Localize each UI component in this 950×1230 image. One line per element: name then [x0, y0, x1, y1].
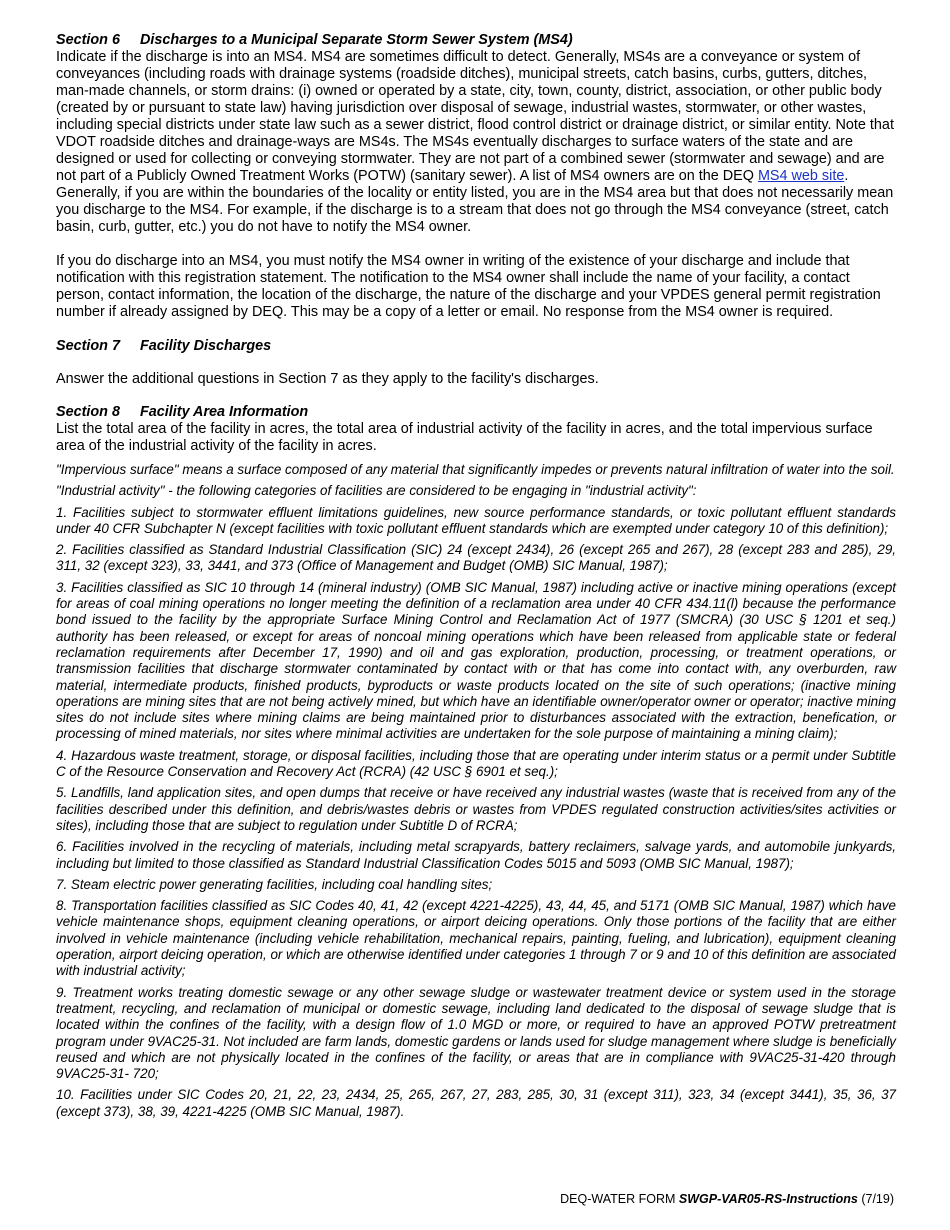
section-7-number: Section 7: [56, 338, 120, 354]
industrial-category: 4. Hazardous waste treatment, storage, or disposal facilities, including those that are operating under interim status or a permit under Subtitle C of the Resource Conservation and Recovery Act (RCRA) (42 USC § 6901 et seq.);: [56, 747, 896, 780]
section-7-paragraph: Answer the additional questions in Section 7 as they apply to the facility's discharges.: [56, 371, 599, 387]
section-6-paragraph-2: If you do discharge into an MS4, you must notify the MS4 owner in writing of the existence of your discharge and include that notification with this registration statement. The notification to the MS4 owner shall include the name of your facility, a contact person, contact information, the location of the discharge, the nature of the discharge and your VPDES general permit registration number if already assigned by DEQ. This may be a copy of a letter or email. No response from the MS4 owner is required.: [56, 253, 881, 320]
document-page: [56, 32, 896, 1125]
section-7-heading: [56, 338, 896, 355]
industrial-category: 5. Landfills, land application sites, and open dumps that receive or have received any industrial wastes (waste that is received from any of the facilities described under this definition, and debris/wastes debris or wastes from VPDES regulated construction activities/sites activities or sites), including those that are subject to regulation under Subtitle D of RCRA;: [56, 785, 896, 833]
ms4-web-site-link[interactable]: MS4 web site: [757, 168, 845, 184]
page-footer: [560, 1192, 894, 1207]
section-8-paragraph: List the total area of the facility in acres, the total area of industrial activity of the facility in acres, and the total impervious surface area of the industrial activity of the facility in acres.: [56, 421, 873, 454]
footer-prefix: DEQ-WATER FORM: [560, 1192, 676, 1206]
section-6-text-before-link: Indicate if the discharge is into an MS4. MS4 are sometimes difficult to detect. Generally, MS4s are a conveyance or system of conveyances (including roads with drainage systems (roadside ditches), municipal streets, catch basins, curbs, gutters, ditches, man-made channels, or storm drains: (i) owned or operated by a state, city, town, county, district, association, or other public body (created by or pursuant to state law) having jurisdiction over disposal of sewage, industrial wastes, stormwater, or other wastes, including special districts under state law such as a sewer district, flood control district or drainage district, or similar entity. Note that VDOT roadside ditches and drainage-ways are MS4s. The MS4s eventually discharges to surface waters of the state and are designed or used for collecting or conveying stormwater. They are not part of a combined sewer (stormwater and sewage) and are not part of a Publicly Owned Treatment Works (POTW) (sanitary sewer). A list of MS4 owners are on the DEQ: [56, 49, 894, 184]
industrial-category: 10. Facilities under SIC Codes 20, 21, 22, 23, 2434, 25, 265, 267, 27, 283, 285, 30, 31 (except 311), 323, 34 (except 3441), 35, 36, 37 (except 373), 38, 39, 4221-4225 (OMB SIC Manual, 1987).: [56, 1087, 896, 1119]
section-8-title: Facility Area Information: [140, 404, 309, 420]
industrial-category: 1. Facilities subject to stormwater effluent limitations guidelines, new source performance standards, or toxic pollutant effluent standards under 40 CFR Subchapter N (except facilities with toxic pollutant effluent standards which are exempted under category 10 of this definition);: [56, 504, 896, 536]
section-6-paragraph-1: [56, 49, 896, 236]
section-8-heading: [56, 404, 896, 421]
industrial-category: 6. Facilities involved in the recycling of materials, including metal scrapyards, battery reclaimers, salvage yards, and automobile junkyards, including but limited to those classified as Standard Industrial Classification Codes 5015 and 5093 (OMB SIC Manual, 1987);: [56, 839, 896, 871]
section-6-title: Discharges to a Municipal Separate Storm Sewer System (MS4): [140, 32, 573, 48]
industrial-category: 7. Steam electric power generating facilities, including coal handling sites;: [56, 876, 493, 892]
section-7-title: Facility Discharges: [140, 338, 272, 354]
industrial-category: 2. Facilities classified as Standard Industrial Classification (SIC) 24 (except 2434), 26 (except 265 and 267), 28 (except 283 and 285), 29, 311, 32 (except 323), 33, 3441, and 373 (Office of Management and Budget (OMB) SIC Manual, 1987);: [56, 542, 896, 574]
impervious-surface-definition: "Impervious surface" means a surface composed of any material that significantly impedes or prevents natural infiltration of water into the soil.: [56, 462, 895, 477]
section-6-text-after-link: . Generally, if you are within the boundaries of the locality or entity listed, you are in the MS4 area but that does not necessarily mean you discharge to the MS4. For example, if the discharge is to a stream that does not go through the MS4 conveyance (street, catch basin, curb, gutter, etc.) you do not have to notify the MS4 owner.: [56, 168, 894, 235]
industrial-activity-intro: "Industrial activity" - the following categories of facilities are considered to be engaging in "industrial activity":: [56, 483, 697, 499]
section-6-number: Section 6: [56, 32, 120, 48]
section-8-number: Section 8: [56, 404, 120, 420]
industrial-category: 8. Transportation facilities classified as SIC Codes 40, 41, 42 (except 4221-4225), 43, 44, 45, and 5171 (OMB SIC Manual, 1987) which have vehicle maintenance shops, equipment cleaning operations, or airport deicing operations. Only those portions of the facility that are either involved in vehicle maintenance (including vehicle rehabilitation, mechanical repairs, painting, fueling, and lubrication), equipment cleaning operation, airport deicing operation, or which are otherwise identified under categories 1 through 7 or 9 and 10 of this definition are associated with industrial activity;: [56, 898, 896, 979]
industrial-category: 3. Facilities classified as SIC 10 through 14 (mineral industry) (OMB SIC Manual, 1987) including active or inactive mining operations (except for areas of coal mining operations no longer meeting the definition of a reclamation area under 40 CFR 434.11(l) because the performance bond issued to the facility by the appropriate Surface Mining Control and Reclamation Act of 1977 (SMCRA) (30 USC § 1201 et seq.) authority has been released, or except for areas of noncoal mining operations which have been released from applicable state or federal reclamation requirements after December 17, 1990) and oil and gas exploration, production, processing, or treatment operations, or transmission facilities that discharge stormwater contaminated by contact with or that has come into contact with, any overburden, raw material, intermediate products, finished products, byproducts or waste products located on the site of such operations; (inactive mining operations are mining sites that are not being actively mined, but which have an identifiable owner/operator owner or operator; inactive mining sites do not include sites where mining claims are being maintained prior to disturbances associated with the extraction, benefication, or processing of mined materials, nor sites where minimal activities are undertaken for the sole purpose of maintaining a mining claim);: [56, 579, 896, 742]
footer-form-id: SWGP-VAR05-RS-Instructions: [678, 1192, 858, 1206]
section-6-heading: [56, 32, 896, 49]
footer-revision: (7/19): [861, 1192, 894, 1206]
industrial-category: 9. Treatment works treating domestic sewage or any other sewage sludge or wastewater treatment device or system used in the storage treatment, recycling, and reclamation of municipal or domestic sewage, including land dedicated to the disposal of sewage sludge that is located within the confines of the facility, with a design flow of 1.0 MGD or more, or required to have an approved POTW pretreatment program under 9VAC25-31. Not included are farm lands, domestic gardens or lands used for sludge management where sludge is beneficially reused and which are not physically located in the confines of the facility, or areas that are in compliance with 9VAC25-31-420 through 9VAC25-31- 720;: [56, 984, 896, 1082]
